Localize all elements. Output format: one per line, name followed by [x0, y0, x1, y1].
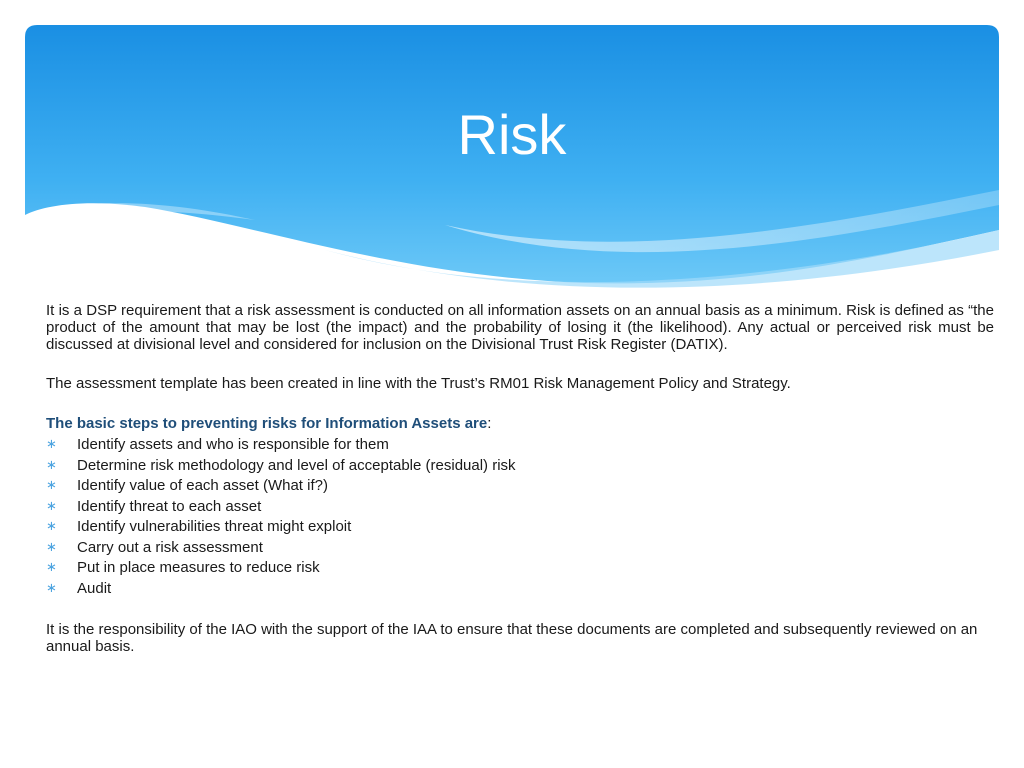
- template-note: The assessment template has been created in line with the Trust’s RM01 Risk Management Policy and Strategy.: [46, 375, 791, 392]
- list-item: [46, 538, 994, 559]
- list-item-text: Determine risk methodology and level of acceptable (residual) risk: [77, 456, 516, 474]
- asterisk-bullet-icon: ∗: [46, 478, 57, 493]
- list-item-text: Carry out a risk assessment: [77, 538, 263, 556]
- list-item-text: Identify assets and who is responsible for them: [77, 436, 389, 453]
- list-item: [46, 579, 994, 600]
- asterisk-bullet-icon: ∗: [46, 437, 57, 452]
- asterisk-bullet-icon: ∗: [46, 457, 57, 473]
- asterisk-bullet-icon: ∗: [46, 560, 57, 575]
- list-item-text: Audit: [77, 579, 112, 597]
- list-item-text: Identify vulnerabilities threat might exploit: [77, 518, 352, 535]
- list-item-text: Identify value of each asset (What if?): [77, 477, 328, 494]
- list-item: [46, 558, 994, 579]
- steps-list: [46, 435, 994, 599]
- slide-title: Risk: [457, 103, 567, 166]
- asterisk-bullet-icon: ∗: [46, 498, 57, 514]
- asterisk-bullet-icon: ∗: [46, 539, 57, 555]
- list-item: [46, 517, 994, 538]
- steps-heading-text: The basic steps to preventing risks for Information Assets are: [46, 415, 488, 432]
- title-banner: [25, 25, 999, 290]
- asterisk-bullet-icon: ∗: [46, 519, 57, 534]
- intro-paragraph: It is a DSP requirement that a risk assessment is conducted on all information assets on an annual basis as a minimum. Risk is defined as “the product of the amount that may be lost (the impact) and the probability of losing it (the likelihood). Any actual or perceived risk must be discussed at divisional level and considered for inclusion on the Divisional Trust Risk Register (DATIX).: [46, 302, 994, 353]
- slide-body: [46, 302, 994, 655]
- list-item: [46, 497, 994, 518]
- steps-heading: [46, 415, 994, 432]
- list-item-text: Put in place measures to reduce risk: [77, 559, 320, 576]
- closing-paragraph: It is the responsibility of the IAO with the support of the IAA to ensure that these documents are completed and subsequently reviewed on an annual basis.: [46, 621, 978, 655]
- asterisk-bullet-icon: ∗: [46, 580, 57, 596]
- steps-heading-colon: :: [487, 415, 492, 432]
- list-item: [46, 435, 994, 456]
- list-item: [46, 456, 994, 477]
- list-item-text: Identify threat to each asset: [77, 497, 262, 515]
- list-item: [46, 476, 994, 497]
